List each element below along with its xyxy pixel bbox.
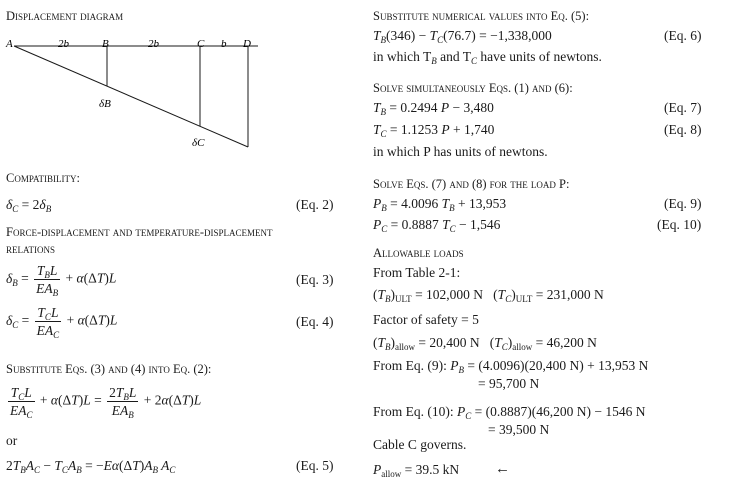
eq6-tag: (Eq. 6) bbox=[664, 28, 702, 43]
compat-equation: $\delta_C = 2\delta_B$ bbox=[6, 197, 52, 214]
from-eq10-result: = 39,500 N bbox=[488, 422, 550, 437]
label-A: A bbox=[6, 38, 13, 50]
eq3-equation: $\delta_B$ = $\frac{T_BL}{EA_B}$ + α(ΔT)L bbox=[6, 263, 117, 298]
label-C: C bbox=[197, 38, 205, 50]
eq10-equation: $P_C = 0.8887$ $T_C - 1,546$ bbox=[373, 217, 501, 234]
diagram-heading: Displacement diagram bbox=[6, 9, 124, 23]
eq10-tag: (Eq. 10) bbox=[657, 217, 702, 232]
label-B: B bbox=[102, 38, 109, 50]
subst-num-heading: Substitute numerical values into Eq. (5): bbox=[373, 9, 590, 23]
eq9-equation: $P_B = 4.0096$ $T_B + 13,953$ bbox=[373, 196, 507, 213]
deflected-line bbox=[14, 46, 248, 147]
force-heading-1: Force-displacement and temperature-displacement bbox=[6, 225, 273, 239]
solve-heading: Solve simultaneously Eqs. (1) and (6): bbox=[373, 81, 573, 95]
units-note: in which $T_B$ and $T_C$ have units of newtons. bbox=[373, 49, 602, 66]
from-eq9-line: From Eq. (9): $P_B = (4.0096)(20,400$ N) + 13,953 N bbox=[373, 358, 649, 375]
factor-of-safety: Factor of safety = 5 bbox=[373, 312, 479, 327]
label-seg3: b bbox=[221, 38, 227, 50]
final-answer: $P_{allow} = 39.5$ kN bbox=[373, 462, 460, 479]
answer-arrow-icon: ← bbox=[495, 461, 510, 477]
from-eq9-result: = 95,700 N bbox=[478, 376, 540, 391]
compat-heading: Compatibility: bbox=[6, 171, 80, 185]
ult-values: $(T_B)_{ULT} = 102,000$ N $(T_C)_{ULT} = 231,000$ N bbox=[373, 287, 604, 304]
label-D: D bbox=[243, 38, 251, 50]
substituted-equation: $\frac{T_CL}{EA_C}$ + α(ΔT)L = $\frac{2T_BL}{EA_B}$ + 2α(ΔT)L bbox=[10, 385, 202, 420]
allow-values: $(T_B)_{allow} = 20,400$ N $(T_C)_{allow} = 46,200$ N bbox=[373, 335, 597, 352]
label-seg1: 2b bbox=[58, 38, 69, 50]
solve-load-heading: Solve Eqs. (7) and (8) for the load P: bbox=[373, 177, 570, 191]
label-deltaB: δB bbox=[99, 98, 111, 110]
eq5-tag: (Eq. 5) bbox=[296, 458, 334, 473]
eq9-tag: (Eq. 9) bbox=[664, 196, 702, 211]
force-heading-2: relations bbox=[6, 242, 55, 256]
displacement-diagram bbox=[0, 34, 280, 164]
eq7-equation: $T_B = 0.2494$ P − 3,480 bbox=[373, 100, 494, 117]
or-text: or bbox=[6, 433, 18, 448]
eq7-tag: (Eq. 7) bbox=[664, 100, 702, 115]
allowable-heading: Allowable loads bbox=[373, 246, 464, 260]
eq5-equation: $2T_BA_C - T_CA_B = -E\alpha(\Delta T)A_B$ $A_C$ bbox=[6, 458, 176, 475]
eq4-tag: (Eq. 4) bbox=[296, 314, 334, 329]
p-units-note: in which P has units of newtons. bbox=[373, 144, 548, 159]
from-table: From Table 2-1: bbox=[373, 265, 461, 280]
from-eq10-line: From Eq. (10): $P_C = (0.8887)(46,200$ N) − 1546 N bbox=[373, 404, 646, 421]
subst-heading: Substitute Eqs. (3) and (4) into Eq. (2): bbox=[6, 362, 212, 376]
eq4-equation: $\delta_C$ = $\frac{T_CL}{EA_C}$ + α(ΔT)L bbox=[6, 305, 118, 340]
eq8-tag: (Eq. 8) bbox=[664, 122, 702, 137]
eq8-equation: $T_C = 1.1253$ P + 1,740 bbox=[373, 122, 495, 139]
eq6-equation: $T_B(346) - T_C(76.7) = -1,338,000$ bbox=[373, 28, 552, 45]
eq2-tag: (Eq. 2) bbox=[296, 197, 334, 212]
label-deltaC: δC bbox=[192, 137, 205, 149]
eq3-tag: (Eq. 3) bbox=[296, 272, 334, 287]
governs-text: Cable C governs. bbox=[373, 437, 467, 452]
label-seg2: 2b bbox=[148, 38, 159, 50]
